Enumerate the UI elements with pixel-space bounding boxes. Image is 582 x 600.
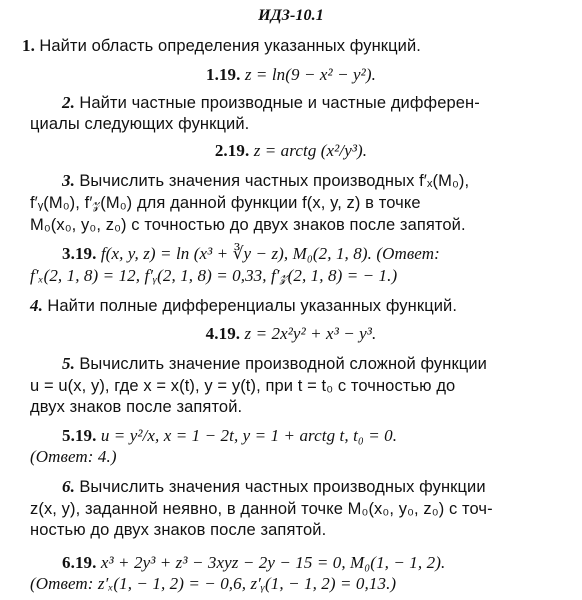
task-5-variant-number: 5.19. [62, 426, 97, 445]
task-6-statement-cont-2 [30, 520, 326, 540]
task-4-formula-line-1: z = 2x²y² + x³ − y³. [244, 324, 377, 343]
task-3-statement [62, 171, 469, 191]
task-1-formula-line-1: z = ln(9 − x² − y²). [244, 65, 376, 84]
task-6-variant [62, 553, 445, 573]
task-3-text-line-1: Вычислить значения частных производных f′ₓ(M₀), [79, 172, 470, 190]
task-5-formula-line-2: (Ответ: 4.) [30, 447, 117, 466]
task-5-text-line-3: двух знаков после запятой. [30, 398, 243, 416]
task-6-variant-cont [30, 574, 396, 594]
task-5-number: 5. [62, 354, 75, 373]
task-5-statement [62, 354, 487, 374]
task-6-formula-line-1: x³ + 2y³ + z³ − 3xyz − 2y − 15 = 0, M₀(1, − 1, 2). [100, 553, 446, 572]
task-4-variant [0, 324, 582, 344]
task-4-statement [30, 296, 457, 316]
task-2-text-line-1: Найти частные производные и частные дифферен- [79, 94, 480, 112]
task-3-statement-cont-1 [30, 193, 421, 213]
task-2-formula-line-1: z = arctg (x²/y³). [253, 141, 368, 160]
task-6-text-line-3: ностью до двух знаков после запятой. [30, 521, 327, 539]
task-4-number: 4. [30, 296, 43, 315]
task-6-variant-number: 6.19. [62, 553, 97, 572]
task-6-statement-cont-1 [30, 499, 493, 519]
task-6-text-line-2: z(x, y), заданной неявно, в данной точке M₀(x₀, y₀, z₀) с точ- [30, 500, 493, 518]
task-5-text-line-1: Вычислить значение производной сложной функции [79, 355, 487, 373]
task-2-statement [62, 93, 480, 113]
task-2-text-line-2: циалы следующих функций. [30, 115, 250, 133]
task-5-statement-cont-1 [30, 376, 455, 396]
task-6-text-line-1: Вычислить значения частных производных функции [79, 478, 486, 496]
task-1-variant-number: 1.19. [206, 65, 241, 84]
task-3-variant [62, 244, 440, 264]
task-3-text-line-3: M₀(x₀, y₀, z₀) с точностью до двух знаков после запятой. [30, 216, 466, 234]
task-5-variant-cont [30, 447, 117, 467]
task-5-statement-cont-2 [30, 397, 242, 417]
task-6-statement [62, 477, 486, 497]
task-3-formula-line-2: f′ₓ(2, 1, 8) = 12, f′ᵧ(2, 1, 8) = 0,33, f′𝓏(2, 1, 8) = − 1.) [30, 266, 398, 285]
task-6-number: 6. [62, 477, 75, 496]
task-3-number: 3. [62, 171, 75, 190]
task-4-variant-number: 4.19. [205, 324, 241, 343]
task-2-statement-cont [30, 114, 249, 134]
task-2-variant-number: 2.19. [214, 141, 250, 160]
task-1-number: 1. [22, 36, 35, 55]
task-3-formula-line-1: f(x, y, z) = ln (x³ + ∛y − z), M₀(2, 1, 8). (Ответ: [100, 244, 440, 263]
task-5-variant [62, 426, 397, 446]
task-5-formula-line-1: u = y²/x, x = 1 − 2t, y = 1 + arctg t, t₀ = 0. [100, 426, 398, 445]
task-6-formula-line-2: (Ответ: z′ₓ(1, − 1, 2) = − 0,6, z′ᵧ(1, − 1, 2) = 0,13.) [30, 574, 397, 593]
task-3-text-line-2: f′ᵧ(M₀), f′𝓏(M₀) для данной функции f(x, y, z) в точке [30, 194, 421, 212]
task-2-variant [0, 141, 582, 161]
task-1-text-line-1: Найти область определения указанных функций. [39, 37, 421, 55]
task-4-text-line-1: Найти полные дифференциалы указанных функций. [47, 297, 458, 315]
task-3-variant-cont [30, 266, 397, 286]
task-1-statement [22, 36, 421, 56]
task-1-variant [0, 65, 582, 85]
task-3-statement-cont-2 [30, 215, 466, 235]
document-title: ИДЗ-10.1 [258, 7, 324, 24]
task-3-variant-number: 3.19. [62, 244, 97, 263]
task-2-number: 2. [62, 93, 75, 112]
task-5-text-line-2: u = u(x, y), где x = x(t), y = y(t), при t = t₀ с точностью до [30, 377, 456, 395]
